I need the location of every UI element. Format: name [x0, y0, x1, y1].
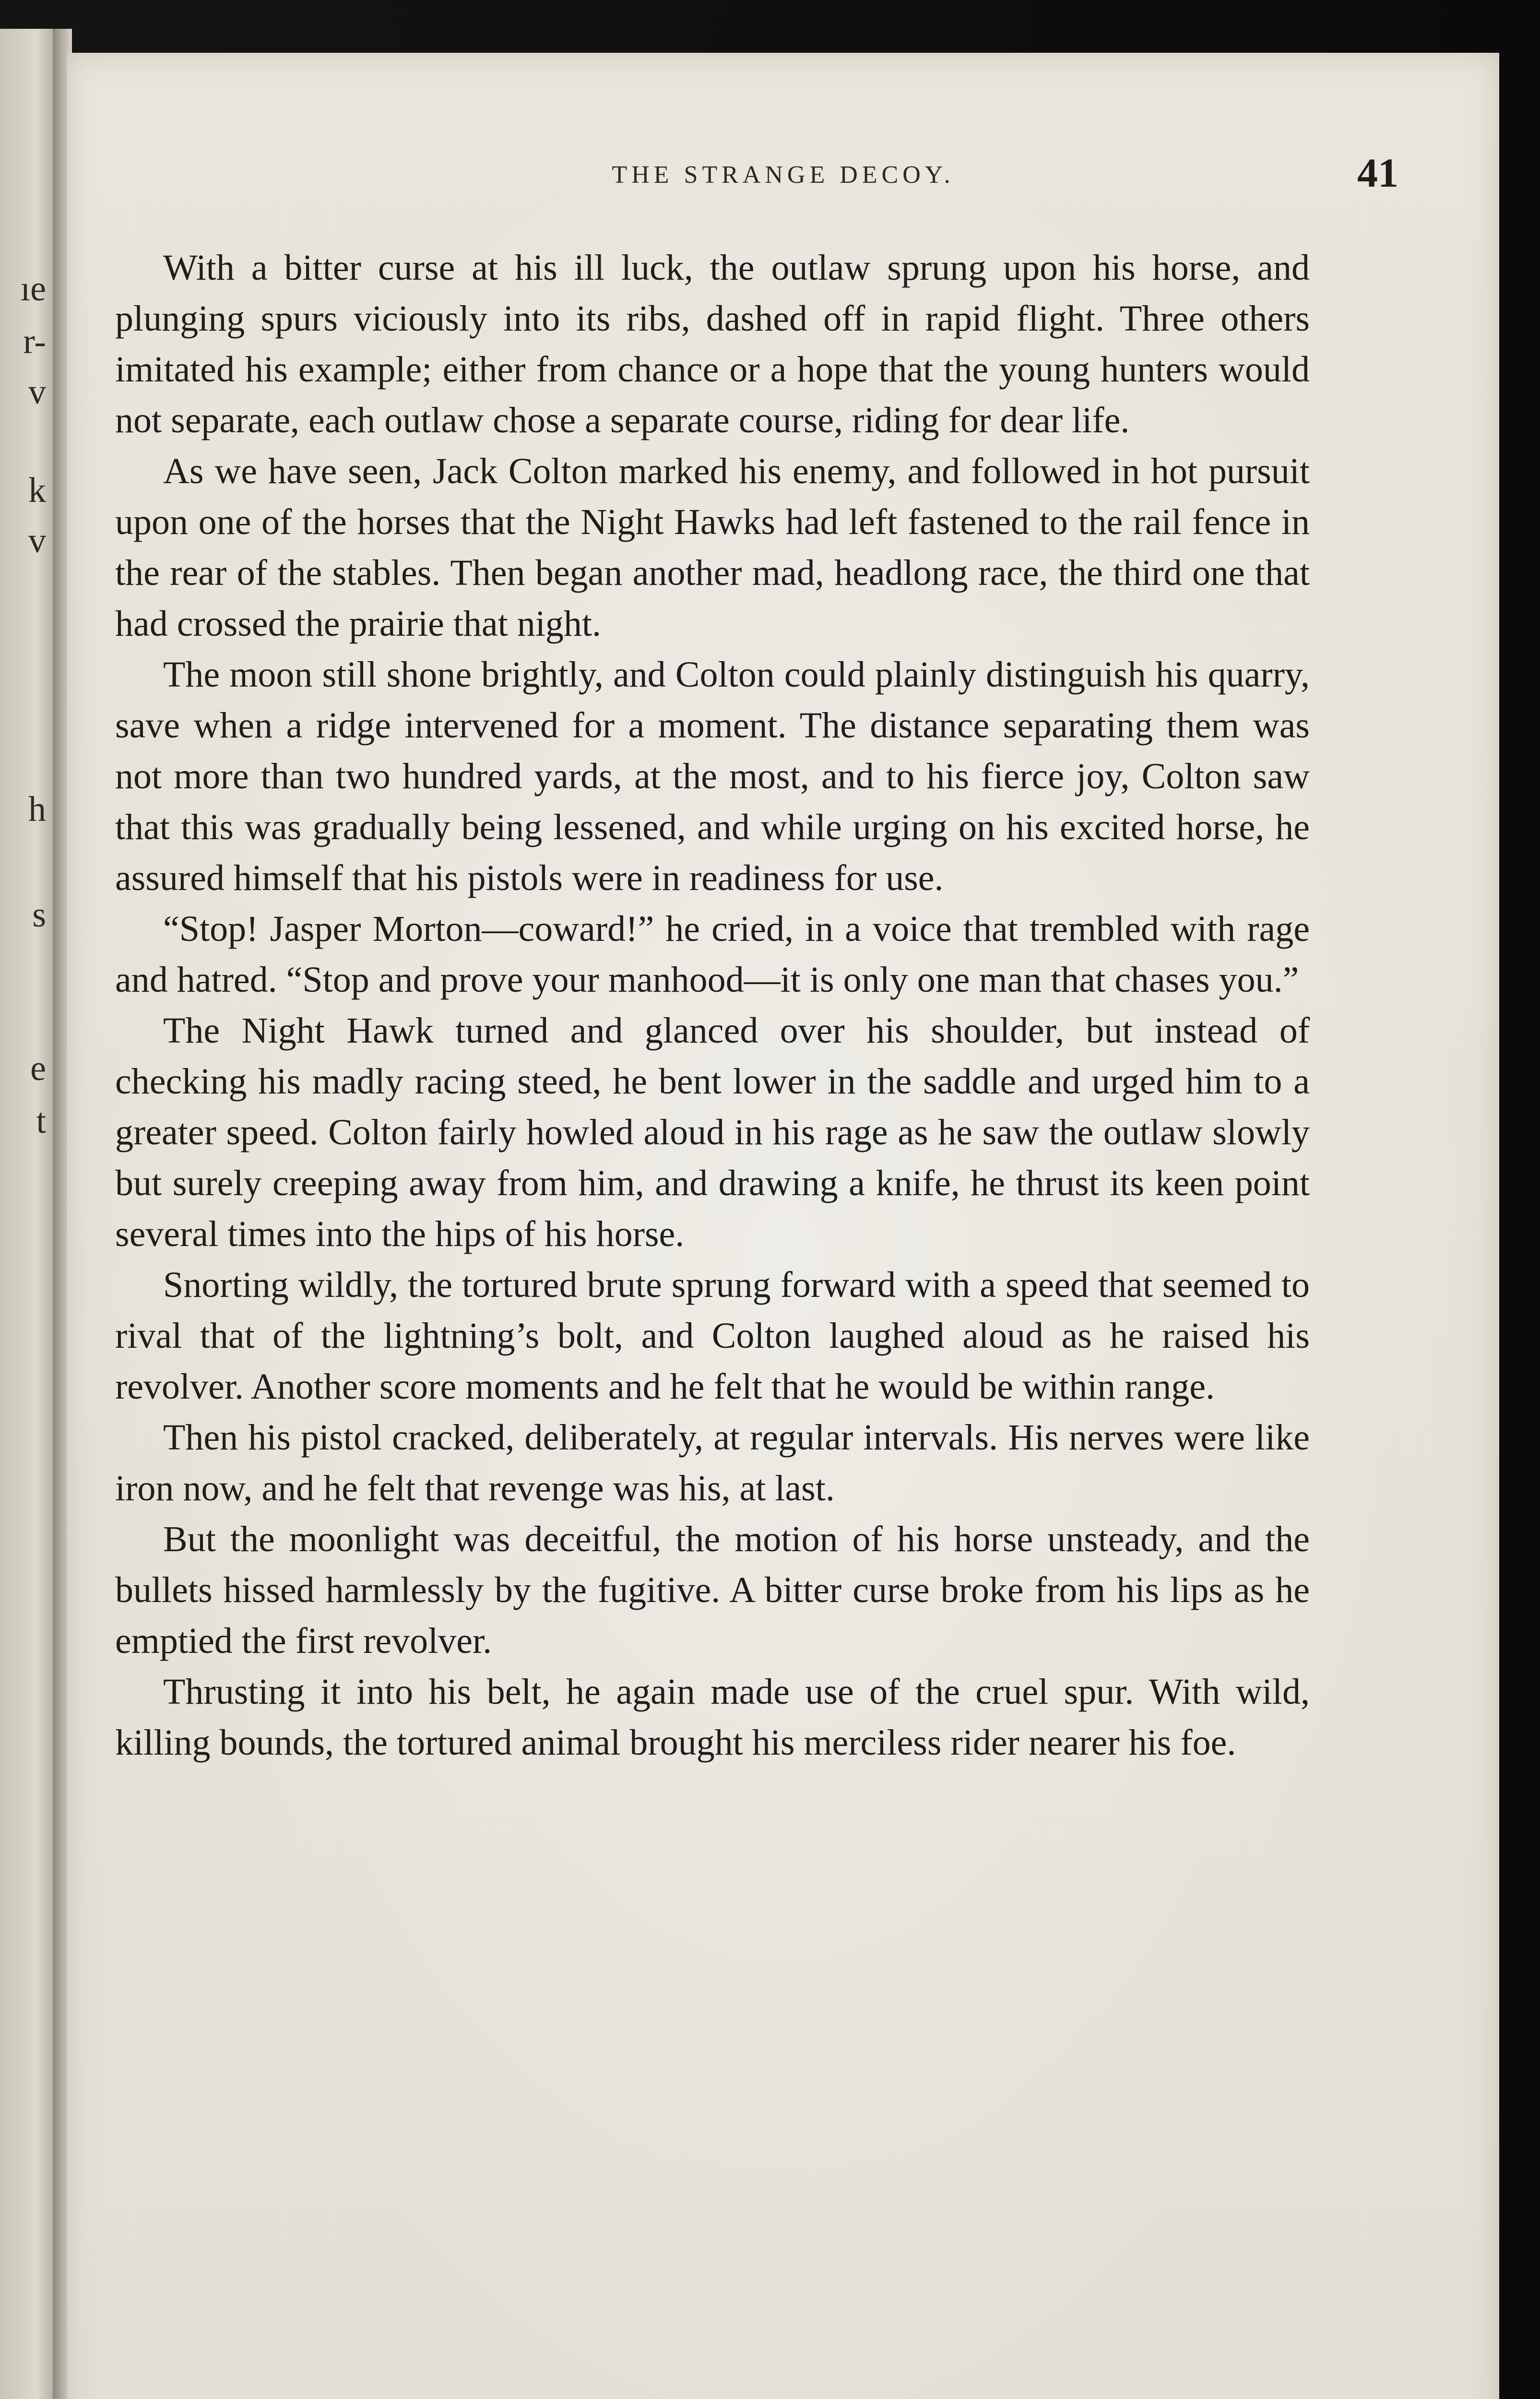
body-text — [115, 242, 1310, 1768]
page-number: 41 — [1357, 150, 1398, 196]
facing-page-char: t — [36, 1102, 46, 1141]
paragraph: The moon still shone brightly, and Colton could plainly distinguish his quarry, save when a ridge intervened for a moment. The distance separating them was not more than two hundred yards, at the most, and to his fierce joy, Colton saw that this was gradually being lessened, and while urging on his excited horse, he assured himself that his pistols were in readiness for use. — [115, 654, 1310, 898]
facing-page-edge — [0, 29, 53, 2399]
facing-page-char: h — [28, 790, 46, 829]
paragraph: Then his pistol cracked, deliberately, at regular intervals. His nerves were like iron now, and he felt that revenge was his, at last. — [115, 1417, 1310, 1508]
running-head: THE STRANGE DECOY. — [612, 161, 955, 189]
facing-page-char: v — [28, 372, 46, 412]
paragraph: As we have seen, Jack Colton marked his enemy, and followed in hot pursuit upon one of the horses that the Night Hawks had left fastened to the rail fence in the rear of the stables. Then began another mad, headlong race, the third one that had crossed the prairie that night. — [115, 451, 1310, 644]
facing-page-char: v — [28, 521, 46, 560]
paragraph: “Stop! Jasper Morton—coward!” he cried, in a voice that trembled with rage and hatred. “Stop and prove your manhood—it is only one man that chases you.” — [115, 909, 1310, 1000]
paragraph: Snorting wildly, the tortured brute sprung forward with a speed that seemed to rival that of the lightning’s bolt, and Colton laughed aloud as he raised his revolver. Another score moments and he felt that he would be within range. — [115, 1265, 1310, 1407]
paragraph: Thrusting it into his belt, he again made use of the cruel spur. With wild, killing bounds, the tortured animal brought his merciless rider nearer his foe. — [115, 1672, 1310, 1763]
facing-page-char: r- — [23, 322, 46, 361]
facing-page-char: k — [28, 471, 46, 510]
facing-page-char: ıe — [20, 269, 46, 309]
book-page — [67, 53, 1499, 2399]
paragraph: But the moonlight was deceitful, the motion of his horse unsteady, and the bullets hissed harmlessly by the fugitive. A bitter curse broke from his lips as he emptied the first revolver. — [115, 1519, 1310, 1661]
paragraph: With a bitter curse at his ill luck, the outlaw sprung upon his horse, and plunging spurs viciously into its ribs, dashed off in rapid flight. Three others imitated his example; either from chance or a hope that the young hunters would not separate, each outlaw chose a separate course, riding for dear life. — [115, 248, 1310, 440]
paragraph: The Night Hawk turned and glanced over his shoulder, but instead of checking his madly racing steed, he bent lower in the saddle and urged him to a greater speed. Colton fairly howled aloud in his rage as he saw the outlaw slowly but surely creeping away from him, and drawing a knife, he thrust its keen point several times into the hips of his horse. — [115, 1010, 1310, 1254]
facing-page-char: e — [30, 1049, 46, 1088]
facing-page-char: s — [32, 895, 46, 935]
